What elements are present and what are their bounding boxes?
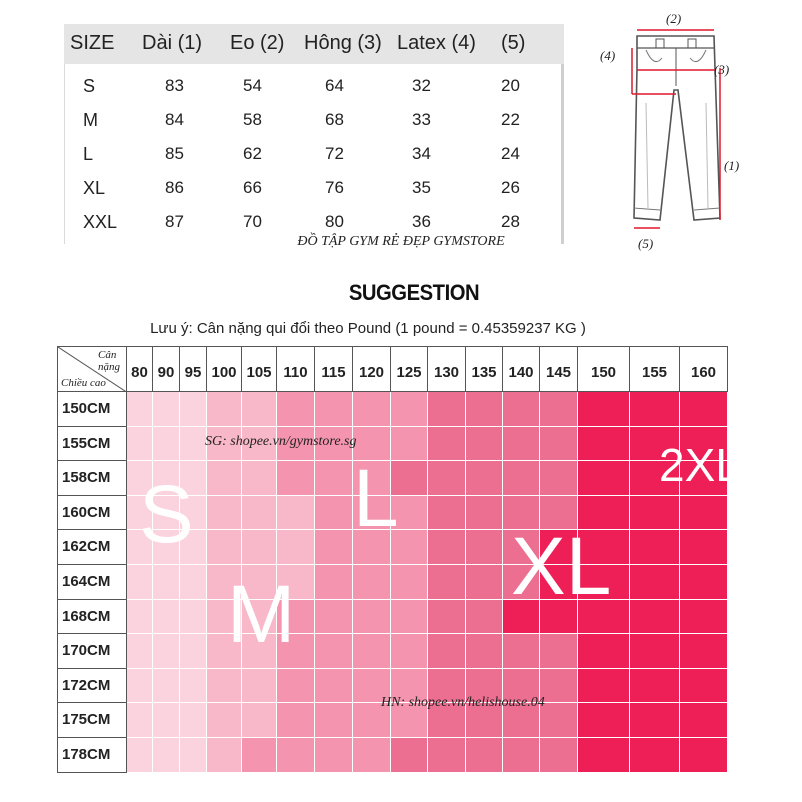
grid-cell-2xl [680, 634, 728, 669]
grid-cell-s [153, 634, 180, 669]
grid-cell-2xl [630, 392, 680, 427]
size-row-value: 24 [501, 144, 520, 163]
grid-cell-xl [466, 427, 503, 462]
size-row-value: 66 [243, 178, 262, 197]
grid-cell-2xl [680, 703, 728, 738]
pants-diagram [596, 8, 796, 258]
size-row-value: 83 [165, 76, 184, 95]
grid-cell-2xl [630, 703, 680, 738]
grid-cell-s [180, 669, 207, 704]
size-row-value: 28 [501, 212, 520, 231]
grid-cell-2xl [578, 392, 630, 427]
grid-cell-l [277, 669, 315, 704]
weight-header: 130 [428, 346, 466, 392]
height-row-label: 175CM [57, 703, 127, 738]
weight-header: 95 [180, 346, 207, 392]
grid-cell-m [207, 703, 242, 738]
corner-height-label: Chiều cao [61, 377, 106, 389]
size-row-value: 68 [325, 110, 344, 129]
height-row-label: 150CM [57, 392, 127, 427]
grid-cell-l [391, 392, 428, 427]
size-row-value: 72 [325, 144, 344, 163]
grid-cell-l [315, 600, 353, 635]
size-row-label: L [83, 144, 94, 164]
size-row-label: XL [83, 178, 106, 198]
grid-cell-l [315, 496, 353, 531]
header-size: SIZE [70, 32, 115, 54]
grid-cell-l [353, 634, 391, 669]
size-row-value: 64 [325, 76, 344, 95]
grid-cell-l [315, 565, 353, 600]
height-row-label: 168CM [57, 600, 127, 635]
grid-cell-m [242, 461, 277, 496]
weight-header: 110 [277, 346, 315, 392]
grid-cell-s [127, 738, 153, 773]
grid-cell-2xl [680, 600, 728, 635]
diagram-label-length: (1) [724, 158, 740, 173]
grid-cell-m [242, 703, 277, 738]
weight-header: 140 [503, 346, 540, 392]
size-row-value: 54 [243, 76, 262, 95]
grid-cell-xl [466, 392, 503, 427]
grid-cell-m [242, 530, 277, 565]
grid-cell-l [277, 703, 315, 738]
grid-cell-l [277, 392, 315, 427]
grid-cell-s [127, 703, 153, 738]
grid-cell-m [207, 530, 242, 565]
grid-cell-xl [540, 427, 578, 462]
grid-cell-2xl [630, 565, 680, 600]
grid-cell-s [153, 738, 180, 773]
grid-cell-l [391, 565, 428, 600]
height-row-label: 178CM [57, 738, 127, 773]
pants-outline-icon [596, 8, 796, 258]
size-label-s: S [139, 469, 194, 560]
grid-cell-l [315, 530, 353, 565]
grid-cell-s [180, 565, 207, 600]
grid-cell-xl [540, 461, 578, 496]
weight-header: 135 [466, 346, 503, 392]
size-row-value: 62 [243, 144, 262, 163]
grid-cell-xl [466, 461, 503, 496]
grid-cell-s [153, 669, 180, 704]
grid-cell-2xl [680, 565, 728, 600]
header-waist: Eo (2) [230, 32, 285, 54]
grid-cell-xl [428, 461, 466, 496]
shop-link-sg: SG: shopee.vn/gymstore.sg [205, 434, 357, 449]
header-length: Dài (1) [142, 32, 203, 54]
size-row-value: 32 [412, 76, 431, 95]
size-row-value: 33 [412, 110, 431, 129]
grid-cell-s [127, 427, 153, 462]
grid-cell-s [180, 392, 207, 427]
shop-link-hn: HN: shopee.vn/helishouse.04 [381, 695, 545, 710]
height-row-label: 172CM [57, 669, 127, 704]
grid-cell-s [180, 427, 207, 462]
size-row-value: 76 [325, 178, 344, 197]
grid-cell-xl [428, 496, 466, 531]
grid-cell-s [153, 600, 180, 635]
grid-cell-s [127, 669, 153, 704]
weight-header: 120 [353, 346, 391, 392]
size-row-value: 34 [412, 144, 431, 163]
grid-cell-m [207, 461, 242, 496]
weight-header: 80 [127, 346, 153, 392]
size-row-value: 80 [325, 212, 344, 231]
grid-cell-l [353, 565, 391, 600]
suggestion-title: SUGGESTION [348, 280, 480, 305]
height-row-label: 162CM [57, 530, 127, 565]
grid-cell-s [153, 427, 180, 462]
grid-cell-xl [503, 634, 540, 669]
weight-header: 90 [153, 346, 180, 392]
header-hip: Hông (3) [304, 32, 382, 54]
grid-cell-xl [428, 634, 466, 669]
corner-weight-label: Cân nặng [98, 349, 120, 373]
size-label-m: M [227, 569, 296, 660]
grid-cell-m [277, 530, 315, 565]
grid-cell-s [153, 565, 180, 600]
grid-cell-xl [540, 634, 578, 669]
grid-cell-l [315, 634, 353, 669]
grid-cell-s [180, 738, 207, 773]
grid-cell-l [315, 703, 353, 738]
size-row-label: XXL [83, 212, 118, 232]
size-row-value: 20 [501, 76, 520, 95]
height-row-label: 164CM [57, 565, 127, 600]
grid-cell-m [242, 669, 277, 704]
watermark-text: ĐỒ TẬP GYM RẺ ĐẸP GYMSTORE [297, 234, 505, 249]
grid-cell-s [180, 703, 207, 738]
size-label-l: L [353, 453, 399, 544]
diagram-label-hip: (3) [714, 62, 730, 77]
grid-cell-l [315, 669, 353, 704]
weight-header: 100 [207, 346, 242, 392]
grid-cell-xl [503, 461, 540, 496]
size-row-value: 36 [412, 212, 431, 231]
header-latex: Latex (4) [397, 32, 476, 54]
grid-cell-xl [428, 392, 466, 427]
size-row-label: S [83, 76, 96, 96]
grid-cell-2xl [680, 738, 728, 773]
grid-cell-m [207, 738, 242, 773]
grid-cell-l [315, 738, 353, 773]
grid-cell-xl [503, 392, 540, 427]
grid-cell-l [353, 600, 391, 635]
diagram-label-waist: (2) [666, 11, 682, 26]
grid-cell-xl [540, 738, 578, 773]
grid-cell-s [153, 392, 180, 427]
grid-cell-2xl [630, 669, 680, 704]
grid-cell-m [277, 496, 315, 531]
grid-cell-s [127, 634, 153, 669]
weight-header: 155 [630, 346, 680, 392]
header-hem: (5) [501, 32, 526, 54]
grid-cell-xl [503, 427, 540, 462]
grid-cell-m [207, 392, 242, 427]
weight-header: 125 [391, 346, 428, 392]
grid-cell-2xl [630, 738, 680, 773]
grid-cell-xl [466, 634, 503, 669]
size-table [64, 24, 564, 244]
grid-cell-2xl [578, 461, 630, 496]
size-label-xl: XL [511, 521, 612, 612]
diagram-label-hem: (5) [638, 236, 654, 251]
grid-cell-s [127, 392, 153, 427]
pound-note: Lưu ý: Cân nặng qui đổi theo Pound (1 pound = 0.45359237 KG ) [150, 320, 586, 337]
grid-cell-l [315, 461, 353, 496]
grid-cell-2xl [680, 496, 728, 531]
grid-cell-xl [428, 530, 466, 565]
size-suggestion-grid [57, 346, 752, 773]
grid-cell-2xl [630, 530, 680, 565]
height-row-label: 160CM [57, 496, 127, 531]
grid-cell-2xl [578, 427, 630, 462]
size-row-value: 58 [243, 110, 262, 129]
size-row-value: 87 [165, 212, 184, 231]
grid-cell-xl [503, 738, 540, 773]
grid-cell-xl [540, 703, 578, 738]
grid-cell-2xl [680, 530, 728, 565]
grid-cell-l [391, 634, 428, 669]
grid-cell-2xl [630, 496, 680, 531]
grid-cell-xl [466, 530, 503, 565]
grid-cell-2xl [578, 634, 630, 669]
size-table-header [64, 24, 564, 64]
weight-header: 145 [540, 346, 578, 392]
height-row-label: 170CM [57, 634, 127, 669]
grid-cell-s [180, 634, 207, 669]
grid-cell-m [207, 669, 242, 704]
weight-header: 150 [578, 346, 630, 392]
grid-cell-l [315, 392, 353, 427]
grid-cell-xl [466, 565, 503, 600]
size-row-value: 70 [243, 212, 262, 231]
grid-cell-2xl [680, 669, 728, 704]
grid-cell-xl [466, 600, 503, 635]
height-row-label: 155CM [57, 427, 127, 462]
height-row-label: 158CM [57, 461, 127, 496]
grid-cell-xl [540, 392, 578, 427]
grid-cell-m [242, 496, 277, 531]
size-table-body [64, 64, 564, 244]
grid-cell-l [353, 392, 391, 427]
grid-cell-l [391, 600, 428, 635]
size-row-value: 84 [165, 110, 184, 129]
grid-cell-2xl [680, 392, 728, 427]
grid-cell-xl [466, 496, 503, 531]
grid-corner [57, 346, 127, 392]
grid-cell-2xl [578, 703, 630, 738]
grid-cell-s [180, 600, 207, 635]
weight-header: 160 [680, 346, 728, 392]
grid-cell-xl [540, 669, 578, 704]
size-row-value: 85 [165, 144, 184, 163]
size-row-value: 26 [501, 178, 520, 197]
grid-cell-2xl [630, 634, 680, 669]
grid-cell-l [353, 738, 391, 773]
grid-cell-xl [428, 600, 466, 635]
size-row-value: 86 [165, 178, 184, 197]
grid-cell-2xl [630, 600, 680, 635]
grid-cell-m [242, 392, 277, 427]
grid-cell-s [127, 600, 153, 635]
diagram-label-latex: (4) [600, 48, 616, 63]
grid-cell-l [277, 738, 315, 773]
size-row-label: M [83, 110, 98, 130]
grid-cell-xl [428, 565, 466, 600]
grid-cell-xl [466, 738, 503, 773]
weight-header: 105 [242, 346, 277, 392]
grid-cell-l [277, 461, 315, 496]
size-row-value: 35 [412, 178, 431, 197]
grid-cell-xl [428, 427, 466, 462]
grid-cell-m [207, 496, 242, 531]
size-row-value: 22 [501, 110, 520, 129]
grid-cell-xl [428, 738, 466, 773]
weight-header: 115 [315, 346, 353, 392]
grid-cell-s [127, 565, 153, 600]
grid-cell-s [153, 703, 180, 738]
grid-cell-2xl [578, 669, 630, 704]
grid-cell-xl [391, 738, 428, 773]
size-label-2xl: 2XL [659, 439, 741, 491]
grid-cell-l [242, 738, 277, 773]
grid-cell-2xl [578, 738, 630, 773]
